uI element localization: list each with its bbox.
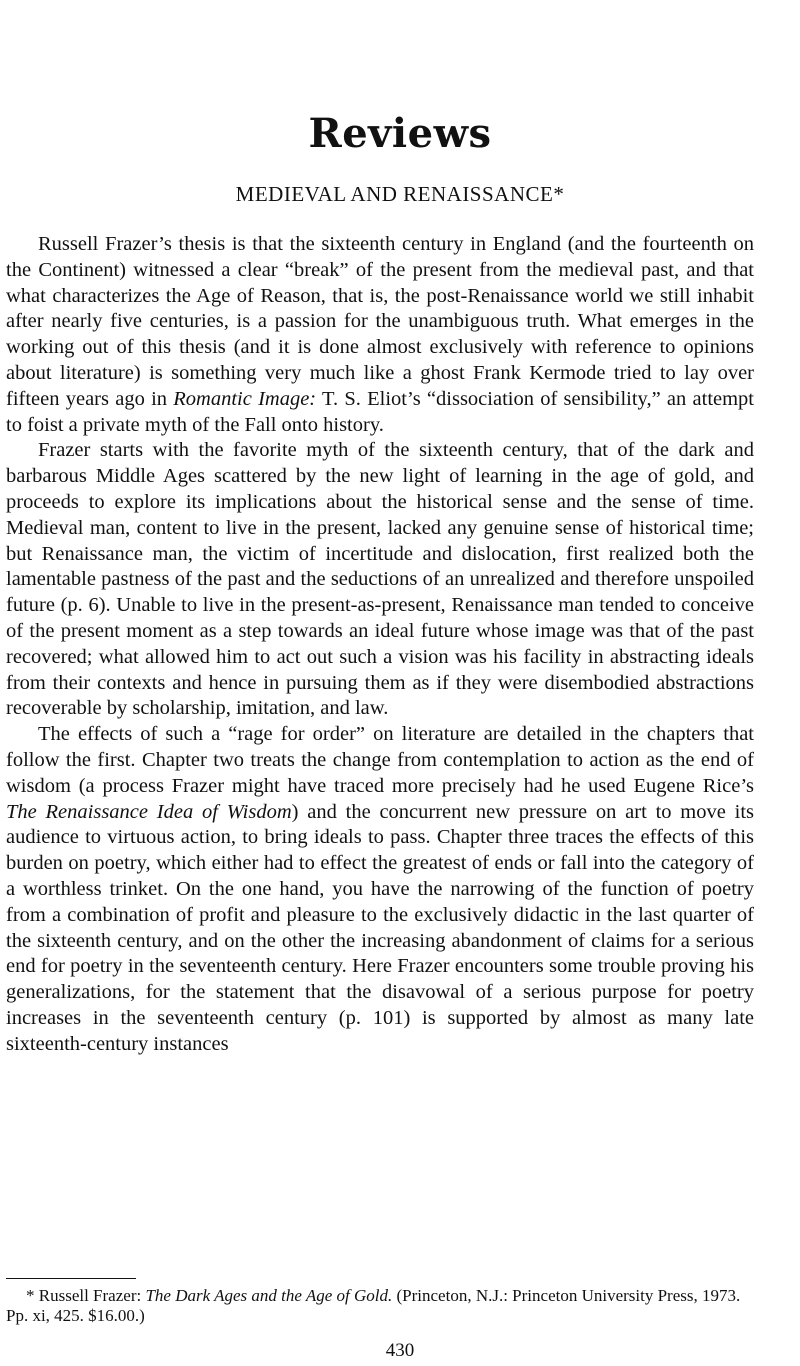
text-run: ) and the concurrent new pressure on art to move its audience to virtuous action, to bring ideals to pass. Chapter three traces the effects of this burden on poetry, which either had to effect the greatest of ends or fall into the category of a worthless trinket. On the one hand, you have the narrowing of the function of poetry from a combination of profit and pleasure to the exclusively didactic in the last quarter of the sixteenth century, and on the other the increasing abandonment of claims for a serious end for poetry in the seventeenth century. Here Frazer encounters some trouble proving his generalizations, for the statement that the disavowal of a serious purpose for poetry increases in the seventeenth century (p. 101) is supported by almost as many late sixteenth-century instances — [6, 800, 754, 1055]
book-title: The Dark Ages and the Age of Gold. — [145, 1286, 393, 1305]
page-number: 430 — [385, 1340, 415, 1361]
section-title: Reviews — [308, 110, 492, 157]
book-title: Romantic Image: — [173, 387, 317, 410]
text-run: Russell Frazer’s thesis is that the sixteenth century in England (and the fourteenth on the Continent) witnessed a clear “break” of the present from the medieval past, and that what characterizes the Age of Reason, that is, the post-Renaissance world we still inhabit after nearly five centuries, is a passion for the unambiguous truth. What emerges in the working out of this thesis (and it is done almost exclusively with reference to opinions about literature) is something very much like a ghost Frank Kermode tried to lay over fifteen years ago in — [6, 233, 754, 410]
book-title: The Renaissance Idea of Wisdom — [6, 800, 292, 823]
review-heading: MEDIEVAL AND RENAISSANCE* — [235, 182, 565, 206]
body-paragraph — [6, 722, 754, 1057]
text-run: The effects of such a “rage for order” on literature are detailed in the chapters that follow the first. Chapter two treats the change from contemplation to action as the end of wisdom (a process Frazer might have traced more precisely had he used Eugene Rice’s — [6, 723, 754, 797]
review-body — [6, 232, 754, 1058]
text-run: * Russell Frazer: — [26, 1286, 146, 1305]
footnote-rule — [6, 1278, 136, 1279]
body-paragraph — [6, 232, 754, 438]
text-run: Frazer starts with the favorite myth of the sixteenth century, that of the dark and barbarous Middle Ages scattered by the new light of learning in the age of gold, and proceeds to explore its implications about the historical sense and the sense of time. Medieval man, content to live in the present, lacked any genuine sense of historical time; but Renaissance man, the victim of incertitude and dislocation, first realized both the lamentable pastness of the past and the seductions of an unrealized and therefore unspoiled future (p. 6). Unable to live in the present-as-present, Renaissance man tended to conceive of the present moment as a step towards an ideal future whose image was that of the past recovered; what allowed him to act out such a vision was his facility in abstracting ideals from their contexts and hence in pursuing them as if they were disembodied abstractions recoverable by scholarship, imitation, and law. — [6, 439, 754, 720]
text-run: (Princeton, N.J.: Princeton University Press, 1973. Pp. xi, 425. $16.00.) — [6, 1286, 741, 1325]
text-run: T. S. Eliot’s “dissociation of sensibility,” an attempt to foist a private myth of the Fall onto history. — [6, 387, 755, 436]
footnote — [6, 1286, 754, 1326]
body-paragraph — [6, 438, 754, 722]
